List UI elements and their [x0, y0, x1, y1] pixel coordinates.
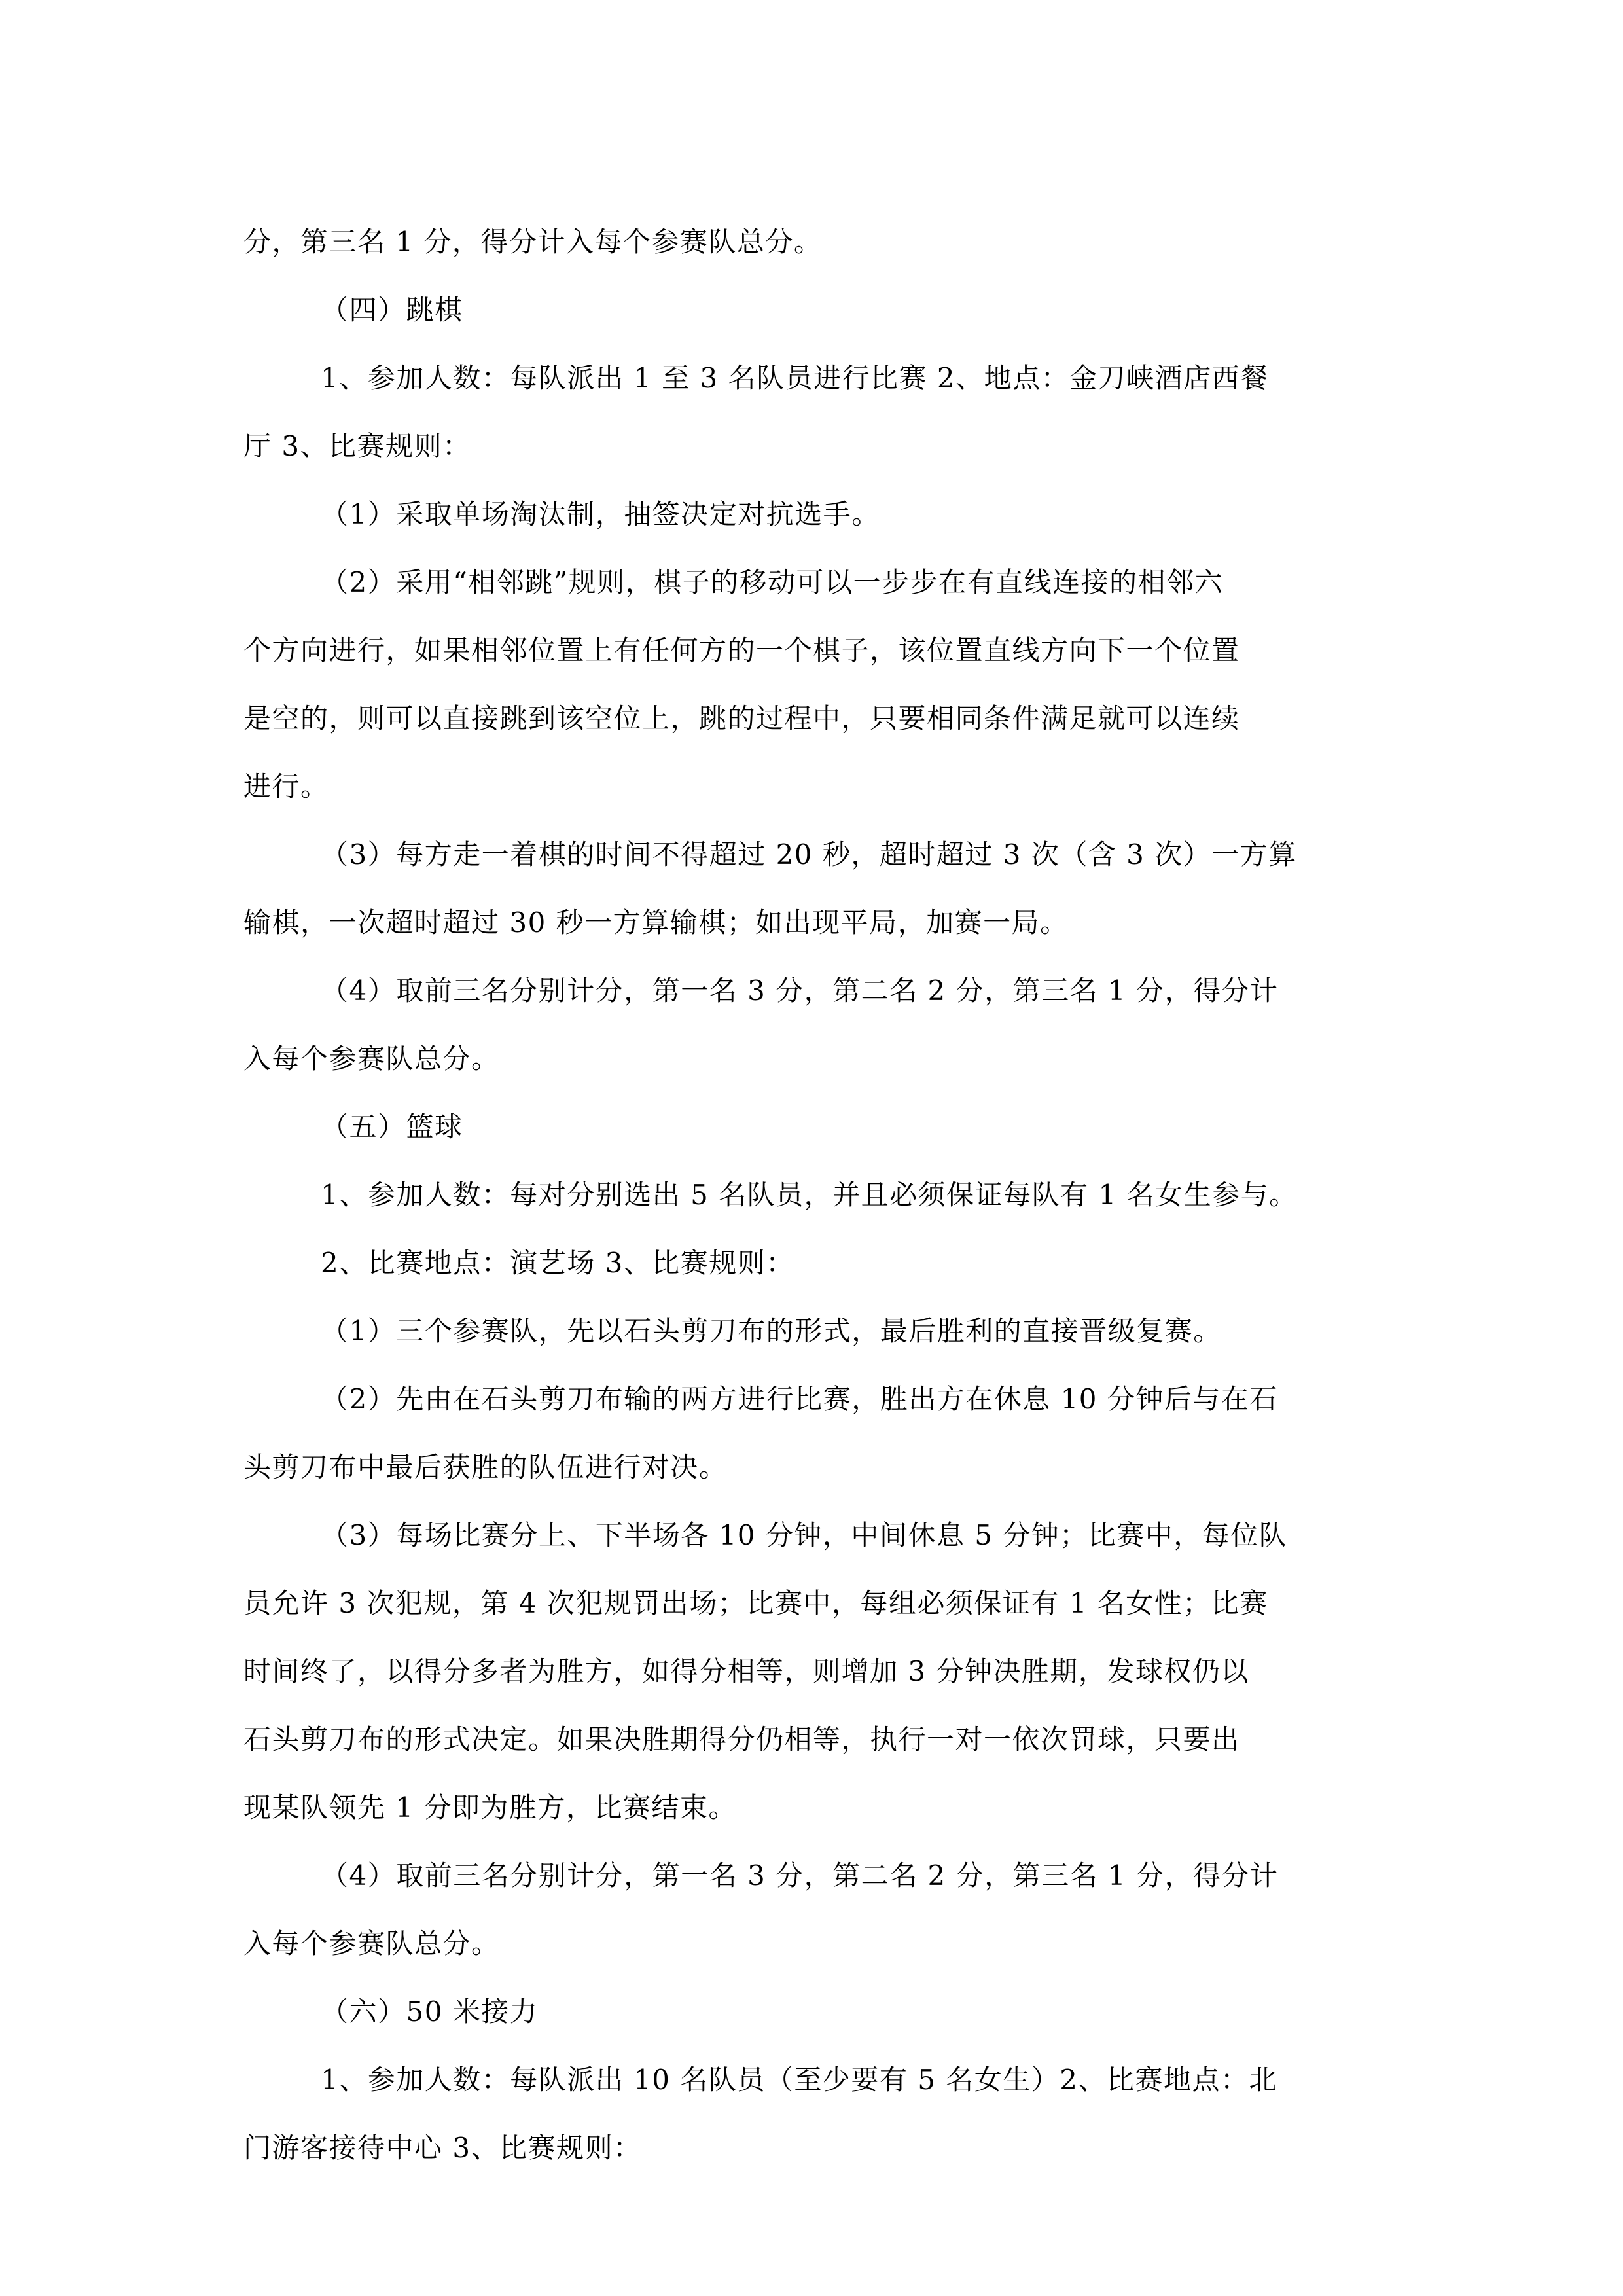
text-line: （1）三个参赛队，先以石头剪刀布的形式，最后胜利的直接晋级复赛。: [321, 1315, 1222, 1347]
section-heading: （五）篮球: [321, 1111, 463, 1143]
document-page: [243, 208, 1382, 2182]
text-line: 入每个参赛队总分。: [243, 1043, 500, 1075]
text-line: 入每个参赛队总分。: [243, 1928, 500, 1960]
text-line: 1、参加人数：每队派出 10 名队员（至少要有 5 名女生）2、比赛地点：北: [321, 2064, 1278, 2096]
text-line: 头剪刀布中最后获胜的队伍进行对决。: [243, 1451, 728, 1483]
text-line: 门游客接待中心 3、比赛规则：: [243, 2132, 642, 2164]
text-line: （2）采用“相邻跳”规则，棋子的移动可以一步步在有直线连接的相邻六: [321, 566, 1224, 598]
text-line: 2、比赛地点：演艺场 3、比赛规则：: [321, 1247, 794, 1279]
text-line: （2）先由在石头剪刀布输的两方进行比赛，胜出方在休息 10 分钟后与在石: [321, 1383, 1278, 1415]
text-line: 是空的，则可以直接跳到该空位上，跳的过程中，只要相同条件满足就可以连续: [243, 702, 1240, 734]
section-heading: （四）跳棋: [321, 294, 463, 326]
text-line: 厅 3、比赛规则：: [243, 430, 471, 462]
text-line: 现某队领先 1 分即为胜方，比赛结束。: [243, 1791, 737, 1823]
text-line: 1、参加人数：每对分别选出 5 名队员，并且必须保证每队有 1 名女生参与。: [321, 1179, 1298, 1211]
text-line: 1、参加人数：每队派出 1 至 3 名队员进行比赛 2、地点：金刀峡酒店西餐: [321, 362, 1269, 394]
text-line: 输棋，一次超时超过 30 秒一方算输棋；如出现平局，加赛一局。: [243, 906, 1069, 939]
text-line: （4）取前三名分别计分，第一名 3 分，第二名 2 分，第三名 1 分，得分计: [321, 1859, 1279, 1892]
section-heading: （六）50 米接力: [321, 1996, 539, 2028]
text-line: 分，第三名 1 分，得分计入每个参赛队总分。: [243, 226, 823, 258]
text-line: （3）每场比赛分上、下半场各 10 分钟，中间休息 5 分钟；比赛中，每位队: [321, 1519, 1288, 1551]
text-line: （4）取前三名分别计分，第一名 3 分，第二名 2 分，第三名 1 分，得分计: [321, 975, 1279, 1007]
text-line: 进行。: [243, 770, 329, 802]
text-line: （3）每方走一着棋的时间不得超过 20 秒，超时超过 3 次（含 3 次）一方算: [321, 838, 1297, 870]
text-line: 个方向进行，如果相邻位置上有任何方的一个棋子，该位置直线方向下一个位置: [243, 634, 1240, 666]
text-line: 员允许 3 次犯规，第 4 次犯规罚出场；比赛中，每组必须保证有 1 名女性；比赛: [243, 1587, 1268, 1619]
text-line: 石头剪刀布的形式决定。如果决胜期得分仍相等，执行一对一依次罚球，只要出: [243, 1723, 1240, 1755]
text-line: 时间终了，以得分多者为胜方，如得分相等，则增加 3 分钟决胜期，发球权仍以: [243, 1655, 1249, 1687]
text-line: （1）采取单场淘汰制，抽签决定对抗选手。: [321, 498, 880, 530]
